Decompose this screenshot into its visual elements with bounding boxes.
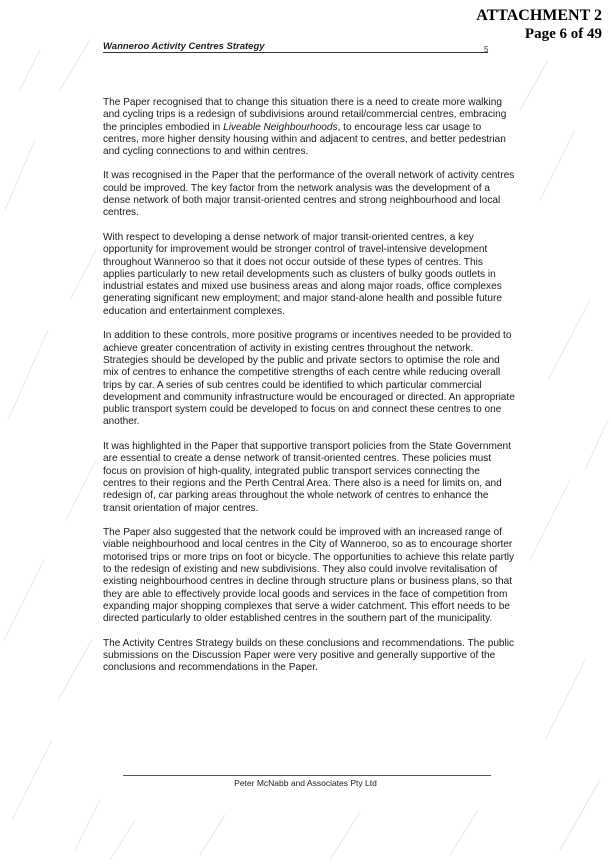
paragraph: The Activity Centres Strategy builds on these conclusions and recommendations. The public submissions on the Discussion Paper were very positive and generally supportive of the conclusions and recommendations in the Paper.	[103, 637, 515, 674]
footer-rule	[123, 775, 491, 776]
paragraph: It was recognised in the Paper that the performance of the overall network of activity centres could be improved. The key factor from the network analysis was the development of a dense network of both major transit-oriented centres and strong neighbourhood and local centres.	[103, 170, 515, 219]
attachment-label	[476, 6, 602, 44]
paragraph: With respect to developing a dense network of major transit-oriented centres, a key opportunity for improvement would be stronger control of travel-intensive development throughout Wanneroo so that it does not occur outside of these types of centres. This applies particularly to new retail developments such as clusters of bulky goods outlets in industrial estates and mixed use business areas and along major roads, office complexes generating significant new employment; and major stand-alone health and possible future education and entertainment complexes.	[103, 231, 502, 317]
paragraph	[103, 97, 515, 158]
paragraph-text: , to encourage less car usage to centres, more higher density housing within and adjacent to centres, and better pedestrian and cycling connections to and within centres.	[103, 121, 506, 158]
paragraph: In addition to these controls, more positive programs or incentives needed to be provided to achieve greater concentration of activity in existing centres throughout the network. Strategies should be developed by the public and private sectors to optimise the role and mix of centres to enhance the competitive strengths of each centre while reducing overall trips by car. A series of sub centres could be identified to which particular commercial development and community infrastructure would be encouraged or directed. An appropriate public transport system could be developed to focus on and connect these centres to one another.	[103, 330, 515, 428]
footer-text: Peter McNabb and Associates Pty Ltd	[234, 778, 377, 788]
paragraph-text: The Paper recognised that to change this situation there is a need to create more walking and cycling trips is a redesign of subdivisions around retail/commercial centres, embracing the principles embodied in	[103, 97, 507, 133]
paragraph-italic-term: Liveable Neighbourhoods	[223, 121, 338, 133]
page-counter: Page 6 of 49	[524, 26, 602, 42]
header-page-mark: 5	[484, 45, 489, 54]
paragraph: The Paper also suggested that the network could be improved with an increased range of viable neighbourhood and local centres in the City of Wanneroo, so as to encourage shorter motorised trips or more trips on foot or bicycle. The opportunities to achieve this relate partly to the redesign of existing and new subdivisions. They also could involve revitalisation of existing neighbourhood centres in decline through structure plans or business plans, so that they are able to effectively provide local goods and services in the face of competition from expanding major shopping complexes that serve a wider catchment. This effort needs to be directed particularly to older established centres in the southern part of the municipality.	[103, 527, 515, 625]
attachment-number: ATTACHMENT 2	[476, 7, 602, 24]
body-text	[103, 97, 515, 687]
paragraph: It was highlighted in the Paper that supportive transport policies from the State Government are essential to create a dense network of transit-oriented centres. These policies must focus on provision of high-quality, integrated public transport services connecting the centres to their regions and the Perth Central Area. There also is a need for limits on, and redesign of, car parking areas throughout the whole network of centres to enhance the transit orientation of major centres.	[103, 441, 511, 514]
running-header-title: Wanneroo Activity Centres Strategy	[103, 41, 265, 52]
header-rule	[103, 52, 488, 53]
